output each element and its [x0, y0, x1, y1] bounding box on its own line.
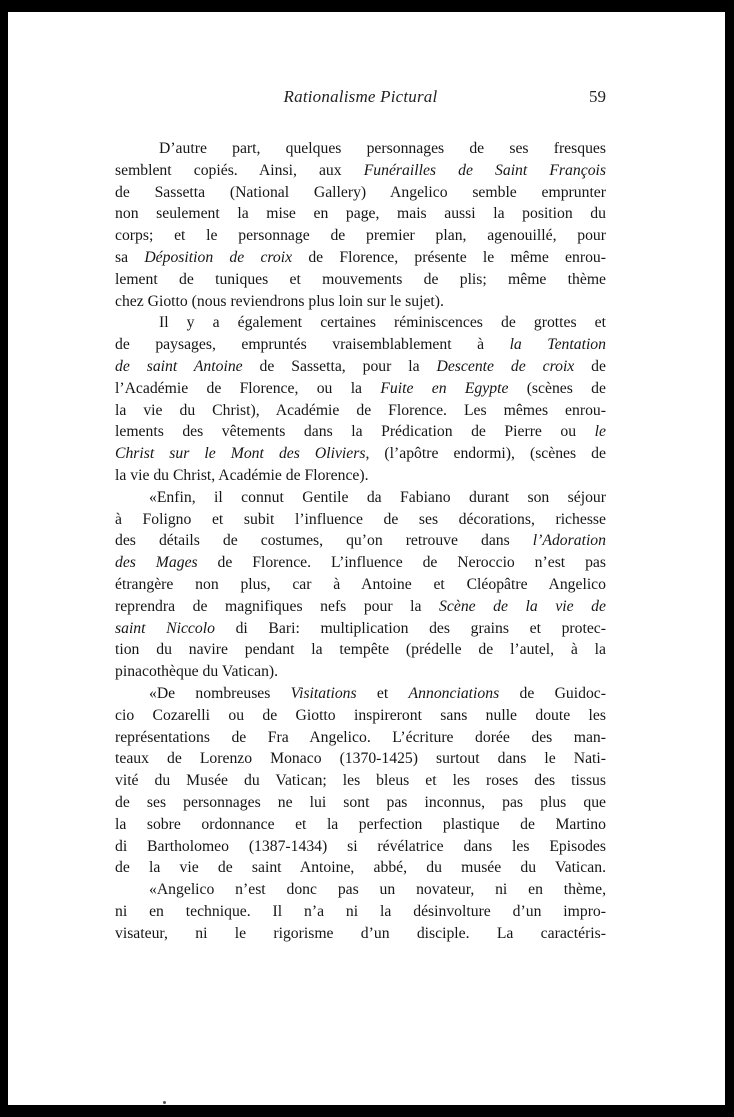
- text-line: «Angelico n’est donc pas un novateur, ni en thème,: [149, 881, 606, 899]
- text-line: visateur, ni le rigorisme d’un disciple. La caractéris-: [115, 924, 606, 942]
- text-line: à Foligno et subit l’influence de ses décorations, richesse: [115, 510, 606, 528]
- text-line: non seulement la mise en page, mais aussi la position du: [115, 205, 606, 223]
- text-line: reprendra de magnifiques nefs pour la Scène de la vie de: [115, 597, 606, 615]
- text-line: de saint Antoine de Sassetta, pour la Descente de croix de: [115, 357, 606, 375]
- italic-title: Scène de la vie de: [439, 597, 606, 615]
- text-line: de paysages, empruntés vraisemblablement à la Tentation: [115, 336, 606, 354]
- text-line: l’Académie de Florence, ou la Fuite en Egypte (scènes de: [115, 379, 606, 397]
- italic-title: le: [594, 423, 606, 441]
- page-number: 59: [589, 87, 606, 106]
- italic-title: Fuite en Egypte: [380, 379, 509, 397]
- italic-title: la Tentation: [509, 336, 606, 354]
- italic-title: de saint Antoine: [115, 357, 243, 375]
- text-line: di Bartholomeo (1387-1434) si révélatrice dans les Episodes: [115, 837, 606, 855]
- text-line: saint Niccolo di Bari: multiplication des grains et protec-: [115, 619, 606, 637]
- book-page: [8, 12, 725, 1105]
- italic-title: l’Adoration: [532, 532, 606, 550]
- text-line: «Enfin, il connut Gentile da Fabiano durant son séjour: [149, 488, 606, 506]
- text-line: lement de tuniques et mouvements de plis; même thème: [115, 270, 606, 288]
- text-line: «De nombreuses Visitations et Annonciations de Guidoc-: [149, 684, 606, 702]
- italic-title: Christ sur le Mont des Oliviers: [115, 445, 366, 463]
- text-line: D’autre part, quelques personnages de ses fresques: [159, 140, 606, 157]
- text-line: semblent copiés. Ainsi, aux Funérailles de Saint François: [115, 161, 606, 179]
- italic-title: des Mages: [115, 554, 198, 572]
- italic-title: Visitations: [290, 684, 357, 702]
- body-text: [115, 138, 606, 944]
- text-line: sa Déposition de croix de Florence, présente le même enrou-: [115, 248, 606, 266]
- italic-title: Descente de croix: [436, 357, 575, 375]
- text-line: des détails de costumes, qu’on retrouve dans l’Adoration: [115, 532, 606, 550]
- text-line: chez Giotto (nous reviendrons plus loin sur le sujet).: [115, 292, 444, 310]
- text-line: Il y a également certaines réminiscences de grottes et: [159, 314, 606, 332]
- text-line: teaux de Lorenzo Monaco (1370-1425) surtout dans le Nati-: [115, 750, 606, 768]
- text-line: vité du Musée du Vatican; les bleus et les roses des tissus: [115, 772, 606, 790]
- text-line: lements des vêtements dans la Prédication de Pierre ou le: [115, 423, 606, 441]
- text-line: étrangère non plus, car à Antoine et Cléopâtre Angelico: [115, 575, 606, 593]
- running-title: Rationalisme Pictural: [283, 87, 438, 106]
- text-line: représentations de Fra Angelico. L’écriture dorée des man-: [115, 728, 606, 746]
- text-line: de la vie de saint Antoine, abbé, du musée du Vatican.: [115, 859, 606, 877]
- text-line: Christ sur le Mont des Oliviers, (l’apôtre endormi), (scènes de: [115, 445, 606, 463]
- text-line: la sobre ordonnance et la perfection plastique de Martino: [115, 815, 606, 833]
- text-line: la vie du Christ), Académie de Florence. Les mêmes enrou-: [115, 401, 606, 419]
- scan-speck: [163, 1101, 166, 1104]
- italic-title: Déposition de croix: [144, 248, 293, 266]
- text-line: tion du navire pendant la tempête (prédelle de l’autel, à la: [115, 641, 606, 659]
- italic-title: saint Niccolo: [115, 619, 215, 637]
- italic-title: Funérailles de Saint François: [363, 161, 606, 179]
- italic-title: Annonciations: [408, 684, 500, 702]
- page-header: [115, 87, 606, 111]
- text-line: ni en technique. Il n’a ni la désinvolture d’un impro-: [115, 902, 606, 920]
- text-line: corps; et le personnage de premier plan, agenouillé, pour: [115, 227, 606, 245]
- text-line: cio Cozarelli ou de Giotto inspireront sans nulle doute les: [115, 706, 606, 724]
- text-line: de Sassetta (National Gallery) Angelico semble emprunter: [115, 183, 606, 201]
- text-line: de ses personnages ne lui sont pas inconnus, pas plus que: [115, 793, 606, 811]
- text-line: des Mages de Florence. L’influence de Neroccio n’est pas: [115, 554, 606, 572]
- text-line: la vie du Christ, Académie de Florence).: [115, 466, 369, 484]
- text-line: pinacothèque du Vatican).: [115, 663, 279, 681]
